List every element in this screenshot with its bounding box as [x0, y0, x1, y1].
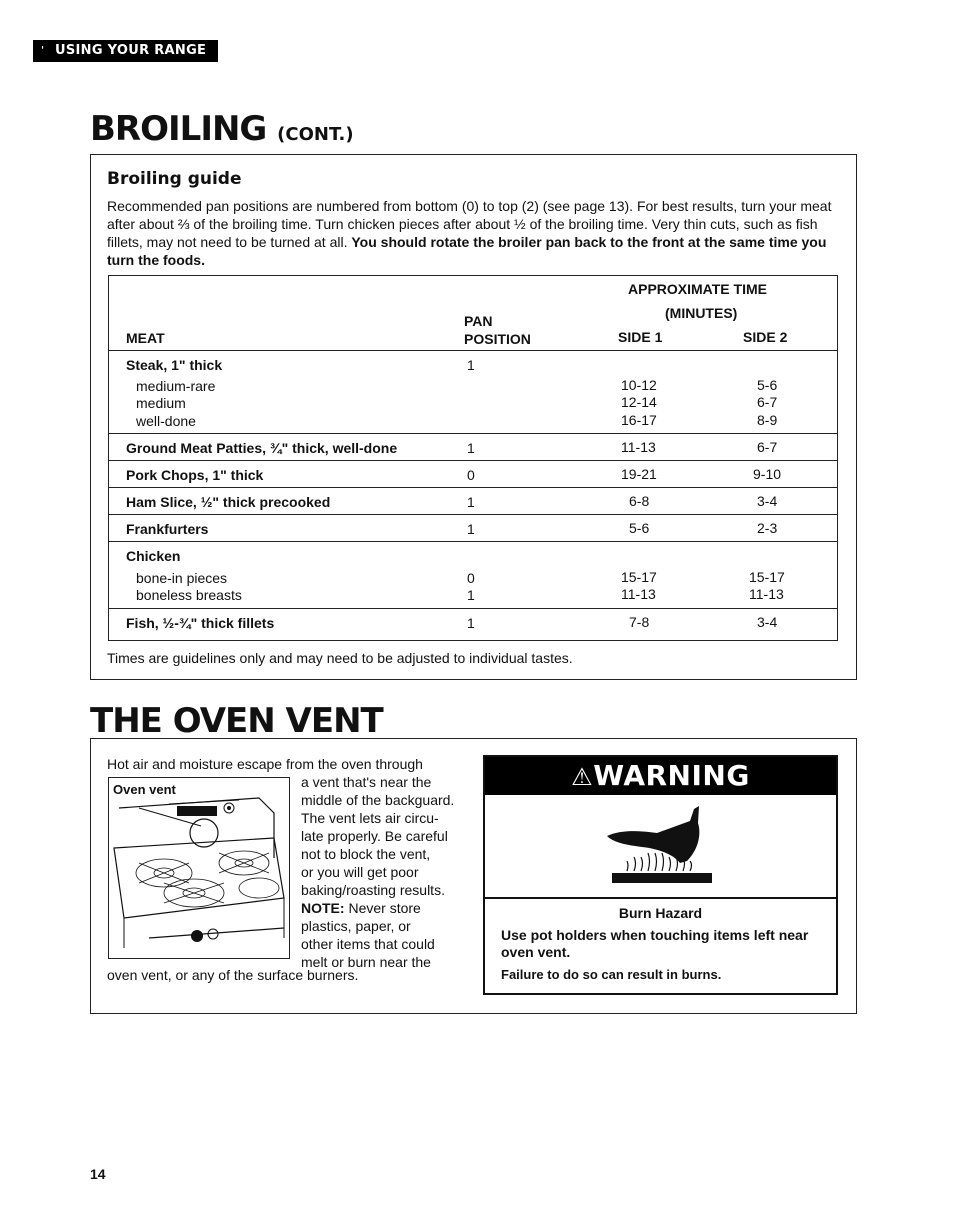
- warning-triangle-icon: ⚠: [571, 763, 594, 791]
- broiling-intro: [107, 197, 843, 269]
- row-pos: 1: [467, 615, 475, 631]
- note-label: NOTE:: [301, 900, 345, 916]
- row-rule: [109, 487, 837, 488]
- broiling-footnote: Times are guidelines only and may need to be adjusted to individual tastes.: [107, 650, 573, 666]
- broiling-title-text: BROILING: [90, 109, 267, 149]
- row-name: medium: [136, 395, 186, 411]
- vent-text-line: baking/roasting results.: [301, 882, 445, 898]
- row-side1: 5-6: [629, 520, 650, 536]
- row-rule: [109, 433, 837, 434]
- row-name: boneless breasts: [136, 587, 242, 603]
- row-side2: 6-7: [757, 394, 778, 410]
- row-side1: 16-17: [621, 412, 657, 428]
- vent-text-line: The vent lets air circu-: [301, 810, 439, 826]
- row-side2: 11-13: [749, 586, 784, 602]
- burn-hazard-label: Burn Hazard: [618, 905, 703, 921]
- vent-text-line: late properly. Be careful: [301, 828, 448, 844]
- row-side1: 15-17: [621, 569, 657, 585]
- row-rule: [109, 514, 837, 515]
- row-side2: 3-4: [757, 614, 778, 630]
- row-side1: 19-21: [621, 466, 657, 482]
- row-name: Steak, 1" thick: [126, 357, 223, 373]
- vent-text-line: or you will get poor: [301, 864, 419, 880]
- figure-label: Oven vent: [113, 782, 176, 797]
- page-number: 14: [90, 1166, 106, 1182]
- row-pos: 1: [467, 494, 475, 510]
- col-time-1: APPROXIMATE TIME: [628, 281, 767, 297]
- vent-text-line: Never store: [348, 900, 421, 916]
- broiling-table: [108, 275, 838, 641]
- broiling-guide-title: Broiling guide: [107, 169, 242, 189]
- row-pos: 1: [467, 440, 475, 456]
- header-rule: [109, 350, 837, 351]
- vent-text-line: a vent that's near the: [301, 774, 432, 790]
- vent-text-line: plastics, paper, or: [301, 918, 411, 934]
- row-pos: 1: [467, 521, 475, 537]
- row-name: Pork Chops, 1" thick: [126, 467, 264, 483]
- row-rule: [109, 541, 837, 542]
- vent-text-line: not to block the vent,: [301, 846, 431, 862]
- row-side2: 3-4: [757, 493, 778, 509]
- row-side2: 6-7: [757, 439, 778, 455]
- row-pos: 1: [467, 587, 475, 603]
- col-pan-1: PAN: [464, 313, 493, 329]
- row-pos: 0: [467, 467, 475, 483]
- warning-consequence: Failure to do so can result in burns.: [501, 967, 722, 982]
- tick-mark: ': [41, 45, 45, 56]
- row-pos: 1: [467, 357, 475, 373]
- oven-vent-section: [90, 738, 857, 1014]
- range-illustration: [109, 778, 289, 958]
- hot-surface-hand-icon: [602, 801, 722, 891]
- row-side1: 6-8: [629, 493, 650, 509]
- vent-text-line: oven vent, or any of the surface burners.: [107, 967, 359, 983]
- oven-vent-figure: [108, 777, 290, 959]
- row-side2: 9-10: [753, 466, 782, 482]
- row-rule: [109, 608, 837, 609]
- warning-box: [483, 755, 838, 995]
- broiling-section: [90, 154, 857, 680]
- row-name: Frankfurters: [126, 521, 209, 537]
- broiling-title-suffix: (CONT.): [277, 124, 354, 145]
- section-label: USING YOUR RANGE: [55, 43, 207, 58]
- row-side2: 15-17: [749, 569, 785, 585]
- col-pan-2: POSITION: [464, 331, 531, 347]
- row-name: medium-rare: [136, 378, 216, 394]
- section-header-bar: [33, 40, 218, 62]
- row-side1: 11-13: [621, 586, 656, 602]
- row-name: Fish, ½-¾" thick fillets: [126, 615, 275, 631]
- vent-text-line: middle of the backguard.: [301, 792, 455, 808]
- row-name: well-done: [136, 413, 196, 429]
- col-side2: SIDE 2: [743, 329, 788, 345]
- vent-text-line: melt or burn near the: [301, 954, 431, 970]
- col-time-2: (MINUTES): [665, 305, 738, 321]
- warning-heading-text: WARNING: [593, 759, 750, 792]
- row-pos: 0: [467, 570, 475, 586]
- intro-plain: Recommended pan positions are numbered from bottom (0) to top (2) (see page 13). For best results, turn your meat after about ⅔ of the broiling time. Turn chicken pieces after about ½ of the broiling time. Very thin cuts, such as fish fillets, may not need to be turned at all.: [107, 198, 832, 250]
- warning-instruction: Use pot holders when touching items left near oven vent.: [501, 927, 809, 960]
- row-name: Ground Meat Patties, ¾" thick, well-done: [126, 440, 398, 456]
- row-side1: 10-12: [621, 377, 657, 393]
- row-side2: 8-9: [757, 412, 778, 428]
- oven-vent-title: THE OVEN VENT: [90, 701, 383, 741]
- warning-heading: [485, 757, 836, 795]
- row-side2: 5-6: [757, 377, 778, 393]
- row-side2: 2-3: [757, 520, 778, 536]
- row-name: Chicken: [126, 548, 181, 564]
- col-side1: SIDE 1: [618, 329, 663, 345]
- warning-divider: [485, 897, 836, 899]
- row-rule: [109, 460, 837, 461]
- vent-text-line: Hot air and moisture escape from the oven through: [107, 756, 423, 772]
- row-name: bone-in pieces: [136, 570, 228, 586]
- row-name: Ham Slice, ½" thick precooked: [126, 494, 331, 510]
- col-meat: MEAT: [126, 330, 165, 346]
- intro-bold: You should rotate the broiler pan back to the front at the same time you turn the foods.: [107, 234, 827, 268]
- vent-text-column: [301, 773, 476, 971]
- row-side1: 7-8: [629, 614, 650, 630]
- row-side1: 12-14: [621, 394, 657, 410]
- broiling-title: [90, 109, 354, 149]
- vent-note-line: [301, 899, 476, 917]
- row-side1: 11-13: [621, 439, 656, 455]
- vent-text-line: other items that could: [301, 936, 435, 952]
